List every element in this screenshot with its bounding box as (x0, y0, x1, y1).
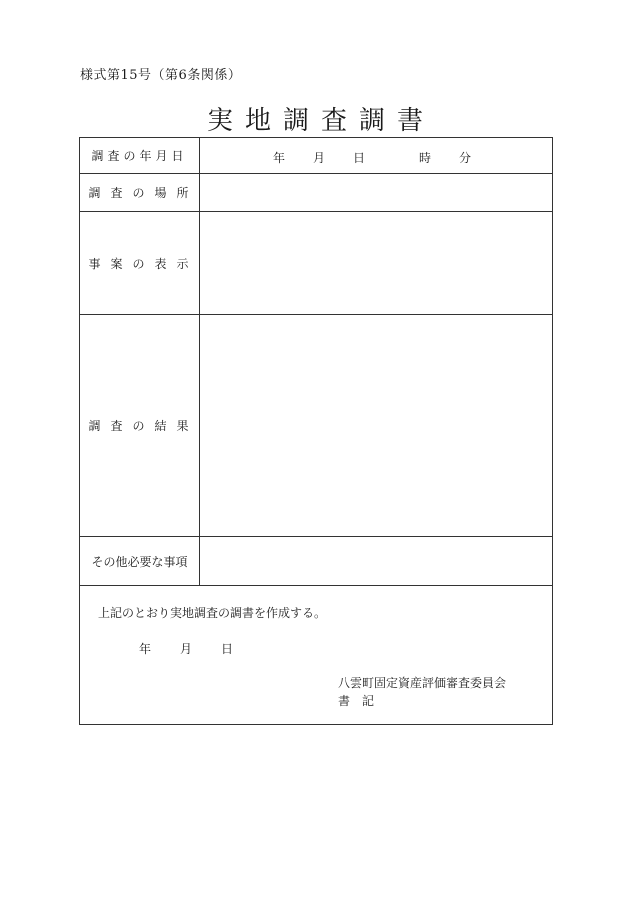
row-survey-date (80, 138, 553, 174)
date-day-unit: 日 (353, 151, 366, 165)
document-title: 実地調査調書 (206, 106, 435, 136)
row-survey-location (80, 174, 553, 212)
clerk-label: 書記 (338, 694, 387, 708)
footer-section (80, 586, 553, 725)
label-other-matters: その他必要な事項 (80, 537, 200, 586)
date-month-unit: 月 (313, 151, 326, 165)
footer-date-year: 年 (139, 642, 152, 656)
other-matters-field (200, 537, 553, 586)
survey-form-table (79, 137, 553, 725)
footer-statement: 上記のとおり実地調査の調書を作成する。 (98, 606, 327, 620)
case-description-field (200, 212, 553, 315)
row-other-matters (80, 537, 553, 586)
row-footer (80, 586, 553, 725)
label-survey-location: 調査の場所 (80, 174, 200, 212)
footer-date-day: 日 (221, 642, 234, 656)
label-survey-result: 調査の結果 (80, 315, 200, 537)
time-minute-unit: 分 (459, 151, 472, 165)
survey-result-field (200, 315, 553, 537)
footer-date-month: 月 (180, 642, 193, 656)
label-survey-date: 調査の年月日 (80, 138, 200, 174)
label-case-description: 事案の表示 (80, 212, 200, 315)
survey-location-field (200, 174, 553, 212)
survey-date-field (200, 138, 553, 174)
row-survey-result (80, 315, 553, 537)
committee-name: 八雲町固定資産評価審査委員会 (338, 676, 507, 690)
time-hour-unit: 時 (419, 151, 432, 165)
row-case-description (80, 212, 553, 315)
form-number: 様式第15号（第6条関係） (80, 68, 242, 83)
date-year-unit: 年 (273, 151, 286, 165)
